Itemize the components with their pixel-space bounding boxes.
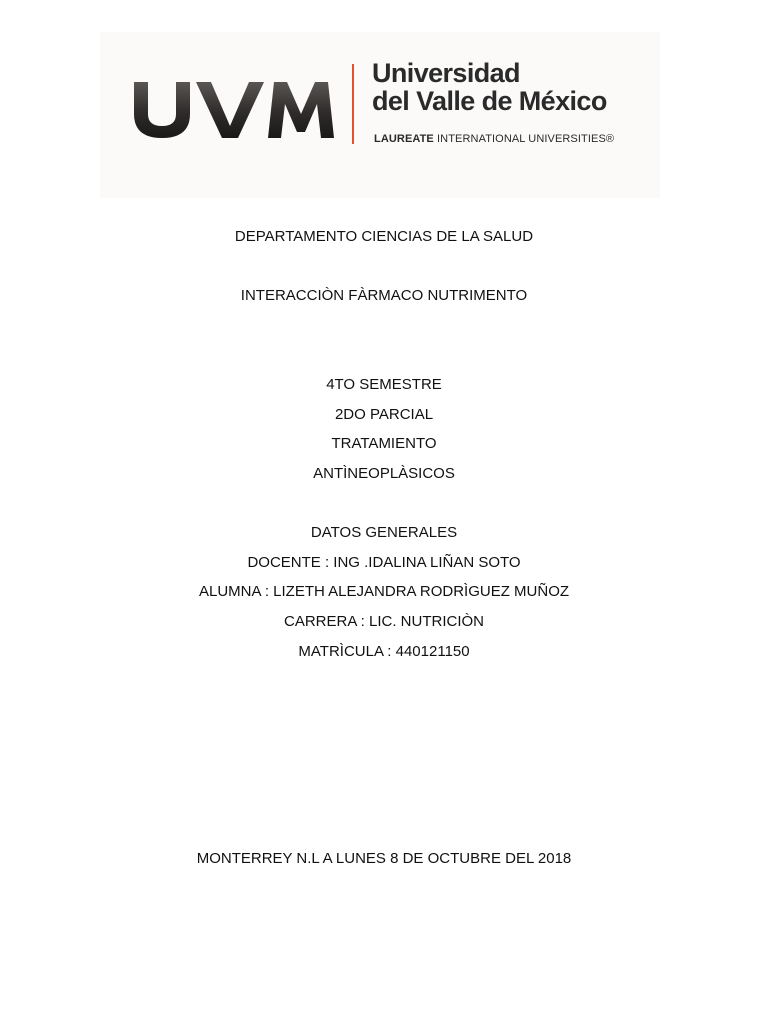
network-tagline [374,133,614,145]
topic-line-2: ANTÌNEOPLÀSICOS [313,465,455,482]
network-tagline-rest: INTERNATIONAL UNIVERSITIES® [433,133,615,145]
uvm-wordmark-logo [130,70,335,140]
enrollment-line: MATRÌCULA : 440121150 [298,643,470,660]
logo-divider [352,64,354,144]
general-data-heading: DATOS GENERALES [310,524,458,541]
teacher-line: DOCENTE : ING .IDALINA LIÑAN SOTO [247,554,521,571]
place-date-line: MONTERREY N.L A LUNES 8 DE OCTUBRE DEL 2018 [196,850,572,867]
network-tagline-bold: LAUREATE [374,133,434,145]
university-logo [100,32,660,198]
semester-line: 4TO SEMESTRE [326,376,442,393]
topic-line-1: TRATAMIENTO [331,435,437,452]
subject-line: INTERACCIÒN FÀRMACO NUTRIMENTO [240,287,528,304]
university-name [372,60,607,116]
student-line: ALUMNA : LIZETH ALEJANDRA RODRÌGUEZ MUÑOZ [198,583,570,600]
career-line: CARRERA : LIC. NUTRICIÒN [283,613,485,630]
partial-line: 2DO PARCIAL [334,406,434,423]
university-name-line2: del Valle de México [372,86,607,116]
university-name-line1: Universidad [372,58,520,88]
department-line: DEPARTAMENTO CIENCIAS DE LA SALUD [234,228,534,245]
